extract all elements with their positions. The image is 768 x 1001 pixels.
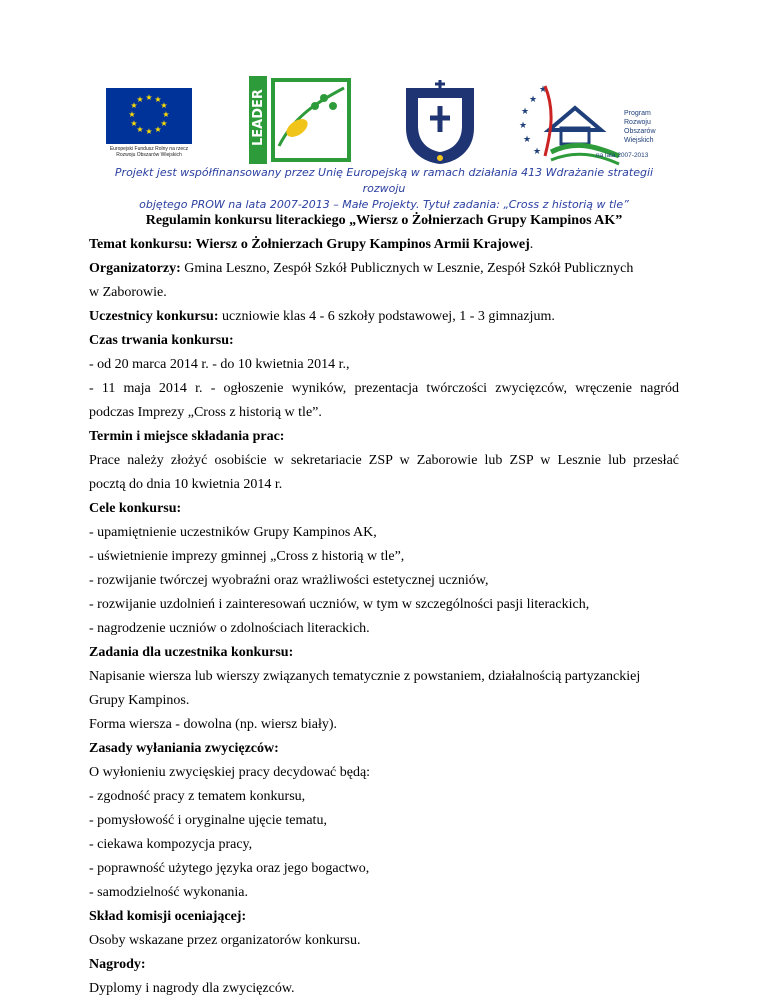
rule-item: - samodzielność wykonania. bbox=[89, 885, 249, 900]
svg-text:★: ★ bbox=[128, 110, 136, 119]
deadline-label: Termin i miejsce składania prac: bbox=[89, 429, 285, 444]
prizes-heading bbox=[89, 953, 679, 977]
svg-text:★: ★ bbox=[539, 85, 548, 95]
tasks-text: Forma wiersza - dowolna (np. wiersz biały). bbox=[89, 717, 338, 732]
tasks-text: Napisanie wiersza lub wierszy związanych tematycznie z powstaniem, działalnością partyzanckiej bbox=[89, 669, 641, 684]
participants-line bbox=[89, 305, 679, 329]
organizers-continuation: w Zaborowie. bbox=[89, 285, 167, 300]
tasks-label: Zadania dla uczestnika konkursu: bbox=[89, 645, 294, 660]
prizes-text: Dyplomy i nagrody dla zwycięzców. bbox=[89, 981, 295, 996]
rules-label: Zasady wyłaniania zwycięzców: bbox=[89, 741, 279, 756]
svg-text:★: ★ bbox=[160, 101, 168, 110]
funding-line: objętego PROW na lata 2007-2013 – Małe Projekty. Tytuł zadania: „Cross z historią w tle” bbox=[139, 198, 629, 211]
prow-logo-text bbox=[624, 109, 656, 145]
svg-text:★: ★ bbox=[529, 95, 538, 105]
prow-years: na lata 2007-2013 bbox=[596, 152, 649, 159]
svg-text:★: ★ bbox=[136, 125, 144, 134]
leader-logo-text: LEADER bbox=[251, 89, 266, 146]
goal-item: - upamiętnienie uczestników Grupy Kampinos AK, bbox=[89, 525, 377, 540]
deadline-heading bbox=[89, 425, 679, 449]
prow-word: Program bbox=[624, 110, 651, 117]
goal-item: - uświetnienie imprezy gminnej „Cross z historią w tle”, bbox=[89, 549, 405, 564]
svg-text:★: ★ bbox=[154, 125, 162, 134]
tasks-text: Grupy Kampinos. bbox=[89, 693, 190, 708]
rule-item: - pomysłowość i oryginalne ujęcie tematu, bbox=[89, 813, 327, 828]
svg-text:★: ★ bbox=[523, 135, 532, 145]
duration-item: - od 20 marca 2014 r. - do 10 kwietnia 2014 r., bbox=[89, 357, 350, 372]
svg-text:★: ★ bbox=[130, 101, 138, 110]
svg-text:★: ★ bbox=[130, 119, 138, 128]
rule-item: - zgodność pracy z tematem konkursu, bbox=[89, 789, 306, 804]
goal-item: - rozwijanie uzdolnień i zainteresowań uczniów, w tym w szczególności pasji literackich, bbox=[89, 597, 590, 612]
svg-text:★: ★ bbox=[145, 127, 153, 136]
prow-word: Rozwoju bbox=[624, 119, 651, 126]
deadline-text: pocztą do dnia 10 kwietnia 2014 r. bbox=[89, 477, 283, 492]
gmina-crest-logo bbox=[400, 78, 480, 166]
organizers-label: Organizatorzy: bbox=[89, 261, 181, 276]
topic-line bbox=[89, 233, 679, 257]
eu-flag-logo bbox=[106, 88, 192, 144]
rules-heading bbox=[89, 737, 679, 761]
goals-label: Cele konkursu: bbox=[89, 501, 182, 516]
jury-label: Skład komisji oceniającej: bbox=[89, 909, 247, 924]
prizes-label: Nagrody: bbox=[89, 957, 146, 972]
jury-heading bbox=[89, 905, 679, 929]
eu-caption: Europejski Fundusz Rolny na rzecz Rozwoju Obszarów Wiejskich bbox=[109, 146, 189, 158]
svg-text:★: ★ bbox=[162, 110, 170, 119]
logo-strip bbox=[0, 70, 768, 170]
goals-heading bbox=[89, 497, 679, 521]
goal-item: - rozwijanie twórczej wyobraźni oraz wrażliwości estetycznej uczniów, bbox=[89, 573, 489, 588]
duration-heading bbox=[89, 329, 679, 353]
topic-label: Temat konkursu: Wiersz o Żołnierzach Grupy Kampinos Armii Krajowej bbox=[89, 237, 530, 252]
prow-word: Wiejskich bbox=[624, 137, 654, 144]
svg-text:★: ★ bbox=[160, 119, 168, 128]
svg-text:★: ★ bbox=[519, 121, 528, 131]
deadline-text: Prace należy złożyć osobiście w sekretariacie ZSP w Zaborowie lub ZSP w Lesznie lub przesłać bbox=[89, 453, 679, 468]
jury-text: Osoby wskazane przez organizatorów konkursu. bbox=[89, 933, 361, 948]
duration-item: - 11 maja 2014 r. - ogłoszenie wyników, prezentacja twórczości zwycięzców, wręczenie nagród bbox=[89, 381, 679, 396]
document-title: Regulamin konkursu literackiego „Wiersz o Żołnierzach Grupy Kampinos AK” bbox=[145, 213, 623, 228]
organizers-text: Gmina Leszno, Zespół Szkół Publicznych w Lesznie, Zespół Szkół Publicznych bbox=[180, 261, 634, 276]
svg-text:★: ★ bbox=[154, 95, 162, 104]
topic-end: . bbox=[529, 237, 534, 252]
goal-item: - nagrodzenie uczniów o zdolnościach literackich. bbox=[89, 621, 370, 636]
regulations-body bbox=[89, 209, 679, 1001]
funding-notice bbox=[100, 165, 668, 213]
rule-item: - poprawność użytego języka oraz jego bogactwo, bbox=[89, 861, 370, 876]
svg-text:★: ★ bbox=[521, 107, 530, 117]
svg-text:★: ★ bbox=[145, 93, 153, 102]
prow-word: Obszarów bbox=[624, 128, 656, 135]
leader-logo bbox=[249, 76, 353, 164]
organizers-line bbox=[89, 257, 679, 281]
funding-line: Projekt jest współfinansowany przez Unię Europejską w ramach działania 413 Wdrażanie strategii rozwoju bbox=[114, 166, 654, 195]
rule-item: - ciekawa kompozycja pracy, bbox=[89, 837, 253, 852]
participants-label: Uczestnicy konkursu: bbox=[89, 309, 219, 324]
svg-text:★: ★ bbox=[533, 147, 542, 157]
tasks-heading bbox=[89, 641, 679, 665]
rules-intro: O wyłonieniu zwycięskiej pracy decydować będą: bbox=[89, 765, 371, 780]
duration-label: Czas trwania konkursu: bbox=[89, 333, 234, 348]
svg-text:★: ★ bbox=[136, 95, 144, 104]
participants-text: uczniowie klas 4 - 6 szkoły podstawowej, 1 - 3 gimnazjum. bbox=[218, 309, 555, 324]
duration-item: podczas Imprezy „Cross z historią w tle”. bbox=[89, 405, 322, 420]
